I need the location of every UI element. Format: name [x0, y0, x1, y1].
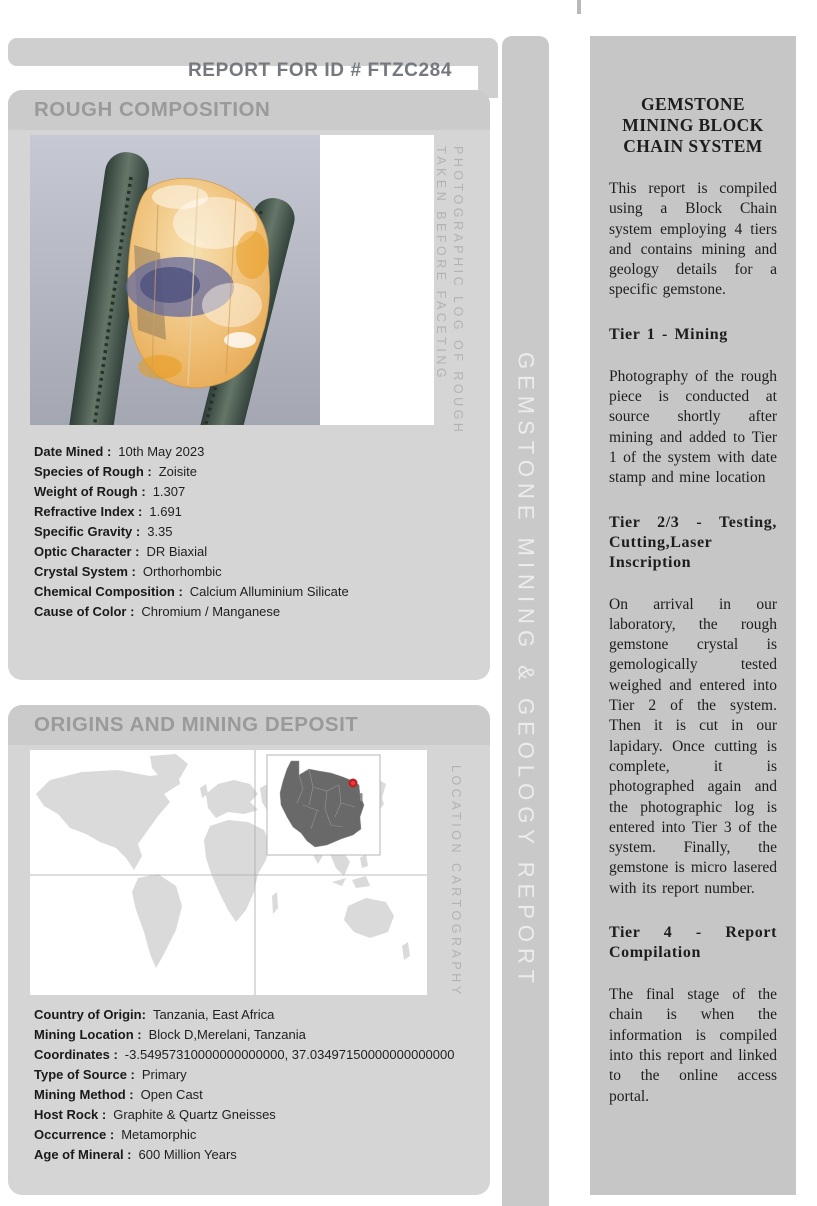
blockchain-title-line2: MINING BLOCK [622, 115, 764, 135]
field-value: 600 Million Years [138, 1147, 237, 1162]
field-label: Crystal System : [34, 564, 136, 579]
tier-section-3 [609, 923, 777, 1107]
field-row [34, 522, 349, 542]
field-row [34, 1065, 454, 1085]
field-value: Tanzania, East Africa [152, 1007, 275, 1022]
field-label: Coordinates : [34, 1047, 118, 1062]
field-value: 10th May 2023 [118, 444, 205, 459]
field-value: 1.691 [149, 504, 182, 519]
field-value: Block D,Merelani, Tanzania [148, 1027, 306, 1042]
tier-heading: Tier 1 - Mining [609, 325, 728, 343]
tier-heading: Tier 4 - Report Compilation [609, 924, 777, 962]
field-row [34, 1045, 454, 1065]
field-row [34, 562, 349, 582]
field-value: Open Cast [140, 1087, 203, 1102]
photo-caption-line2: TAKEN BEFORE FACETING [434, 146, 448, 382]
field-value: DR Biaxial [146, 544, 208, 559]
field-label: Optic Character : [34, 544, 140, 559]
photo-caption-line1: PHOTOGRAPHIC LOG OF ROUGH [451, 146, 465, 436]
tier-body: Photography of the rough piece is conducted at source shortly after mining and added to Tier 1 of the system with date stamp and mine location [609, 367, 777, 487]
blockchain-panel [590, 36, 796, 1195]
field-value: Primary [141, 1067, 187, 1082]
field-label: Cause of Color : [34, 604, 135, 619]
field-label: Age of Mineral : [34, 1147, 132, 1162]
page-top-tick [577, 0, 581, 14]
location-marker-icon [349, 779, 358, 788]
field-value: Zoisite [158, 464, 198, 479]
field-label: Species of Rough : [34, 464, 152, 479]
blockchain-title [609, 94, 777, 157]
field-label: Date Mined : [34, 444, 112, 459]
field-label: Weight of Rough : [34, 484, 146, 499]
field-row [34, 482, 349, 502]
field-row [34, 1025, 454, 1045]
field-row [34, 1085, 454, 1105]
field-value: Metamorphic [121, 1127, 197, 1142]
rough-composition-title: ROUGH COMPOSITION [34, 98, 271, 121]
tier-section-1 [609, 325, 777, 489]
field-row [34, 462, 349, 482]
field-value: 1.307 [152, 484, 186, 499]
origins-fields [34, 1005, 454, 1165]
origins-header [8, 705, 490, 745]
field-row [34, 582, 349, 602]
tanzania-inset-map [267, 755, 380, 855]
world-map-graphic [30, 750, 427, 995]
field-value: 3.35 [147, 524, 173, 539]
field-value: Chromium / Manganese [141, 604, 281, 619]
map-caption: LOCATION CARTOGRAPHY [449, 765, 463, 998]
field-label: Occurrence : [34, 1127, 115, 1142]
report-id-title: REPORT FOR ID # FTZC284 [187, 60, 452, 81]
tier-body: The final stage of the chain is when the information is compiled into this report and linked to the online access portal. [609, 986, 777, 1105]
field-row [34, 542, 349, 562]
field-row [34, 1125, 454, 1145]
field-label: Mining Method : [34, 1087, 134, 1102]
field-value: -3.54957310000000000000, 37.03497150000000000000 [124, 1047, 455, 1062]
field-label: Specific Gravity : [34, 524, 141, 539]
field-value: Calcium Alluminium Silicate [189, 584, 349, 599]
field-label: Chemical Composition : [34, 584, 183, 599]
rough-stone-graphic [126, 178, 270, 387]
origins-title: ORIGINS AND MINING DEPOSIT [34, 713, 359, 736]
field-row [34, 1105, 454, 1125]
tier-section-2 [609, 513, 777, 899]
field-value: Graphite & Quartz Gneisses [113, 1107, 276, 1122]
rough-composition-header [8, 90, 490, 130]
blockchain-intro: This report is compiled using a Block Chain system employing 4 tiers and contains mining and geology details for a specific gemstone. [609, 180, 777, 299]
spine-label: GEMSTONE MINING & GEOLOGY REPORT [513, 352, 539, 989]
spine [502, 36, 549, 1206]
field-label: Mining Location : [34, 1027, 142, 1042]
field-row [34, 502, 349, 522]
tier-body: On arrival in our laboratory, the rough gemstone crystal is gemologically tested weighed and entered into Tier 2 of the system. Then it is cut in our lapidary. Once cutting is complete, it is photographed again and the photographic log is entered into Tier 3 of the system. Finally, the gemstone is micro lasered with its report number. [609, 595, 777, 897]
blockchain-title-line3: CHAIN SYSTEM [623, 136, 763, 156]
rough-composition-panel [8, 90, 490, 680]
tier-heading: Tier 2/3 - Testing, Cutting,Laser Inscription [609, 513, 777, 571]
rough-composition-fields [34, 442, 349, 622]
field-value: Orthorhombic [142, 564, 222, 579]
rough-gemstone-photo [30, 135, 320, 425]
blockchain-title-line1: GEMSTONE [640, 94, 745, 114]
field-label: Type of Source : [34, 1067, 135, 1082]
field-row [34, 602, 349, 622]
field-label: Refractive Index : [34, 504, 143, 519]
photo-caption [432, 146, 466, 435]
field-row [34, 442, 349, 462]
photo-white-spacer [320, 135, 434, 425]
field-row [34, 1005, 454, 1025]
field-label: Country of Origin: [34, 1007, 146, 1022]
field-label: Host Rock : [34, 1107, 107, 1122]
field-row [34, 1145, 454, 1165]
origins-panel [8, 705, 490, 1195]
